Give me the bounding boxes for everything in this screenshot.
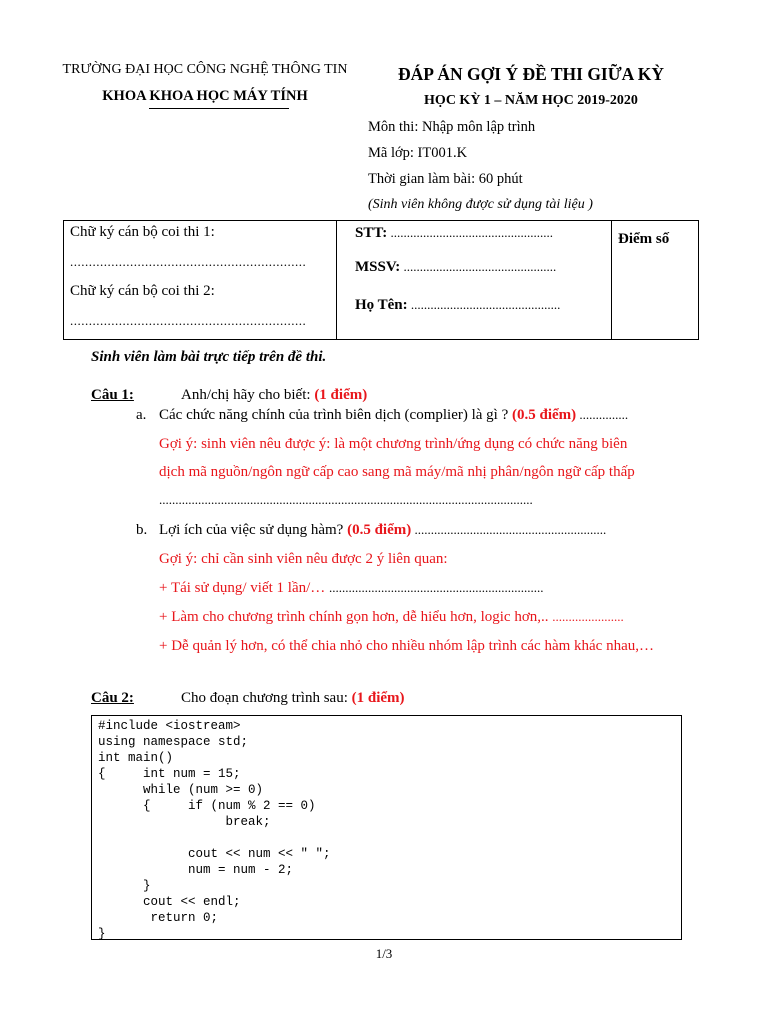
q1-prompt: Anh/chị hãy cho biết:	[181, 387, 315, 403]
faculty-name: KHOA KHOA HỌC MÁY TÍNH	[102, 88, 308, 104]
q1a-hint-line2: dịch mã nguồn/ngôn ngữ cấp cao sang mã máy/mã nhị phân/ngôn ngữ cấp thấp	[159, 464, 635, 480]
class-code-label: Mã lớp: IT001.K	[368, 145, 468, 161]
q1a-question: Các chức năng chính của trình biên dịch (complier) là gì ?	[159, 407, 512, 423]
stt-label: STT:	[355, 225, 388, 241]
score-label: Điểm số	[618, 231, 670, 247]
q1b-hint-line4: + Dễ quản lý hơn, có thể chia nhỏ cho nhiều nhóm lập trình các hàm khác nhau,…	[159, 638, 654, 654]
mssv-label: MSSV:	[355, 259, 401, 275]
q2-prompt: Cho đoạn chương trình sau:	[181, 690, 352, 706]
code-listing: #include <iostream> using namespace std; int main() { int num = 15; while (num >= 0) { if (num % 2 == 0) break; cout << num << " "; num = num - 2; } cout << endl; return 0; }	[91, 715, 682, 940]
q1b-answer-dots: ...........................................................	[411, 522, 607, 537]
q1b-hint-line3: + Làm cho chương trình chính gọn hơn, dễ hiểu hơn, logic hơn,..	[159, 609, 553, 625]
stt-field[interactable]: ..................................................	[387, 225, 553, 240]
proctor2-signature-line[interactable]: ...............................................................	[70, 313, 307, 328]
duration-label: Thời gian làm bài: 60 phút	[368, 171, 523, 187]
score-cell[interactable]	[612, 221, 699, 340]
q1a-answer-dots: ...............	[576, 407, 629, 422]
q1-label: Câu 1:	[91, 387, 134, 403]
document-title: ĐÁP ÁN GỢI Ý ĐỀ THI GIỮA KỲ	[398, 64, 664, 84]
signature-table	[63, 220, 699, 340]
q1a-marker: a.	[136, 407, 147, 423]
q1b-hint-line1: Gợi ý: chỉ cần sinh viên nêu được 2 ý liên quan:	[159, 551, 448, 567]
faculty-underline	[149, 108, 289, 109]
university-name: TRƯỜNG ĐẠI HỌC CÔNG NGHỆ THÔNG TIN	[62, 62, 348, 77]
q2-label: Câu 2:	[91, 690, 134, 706]
subject-label: Môn thi: Nhập môn lập trình	[368, 119, 536, 135]
q1a-points: (0.5 điểm)	[512, 407, 577, 423]
proctor2-label: Chữ ký cán bộ coi thi 2:	[70, 283, 215, 299]
instruction-text: Sinh viên làm bài trực tiếp trên đề thi.	[91, 349, 327, 365]
q1-points: (1 điểm)	[314, 387, 368, 403]
name-field[interactable]: ..............................................	[407, 297, 561, 312]
q1b-question: Lợi ích của việc sử dụng hàm?	[159, 522, 348, 538]
name-label: Họ Tên:	[355, 297, 408, 313]
materials-note: (Sinh viên không được sử dụng tài liệu )	[368, 197, 593, 212]
q1b-hint-line2-dots: ..................................................................	[329, 580, 544, 595]
proctor1-signature-line[interactable]: ...............................................................	[70, 254, 307, 269]
mssv-field[interactable]: ...............................................	[400, 259, 557, 274]
q1a-hint-line1: Gợi ý: sinh viên nêu được ý: là một chương trình/ứng dụng có chức năng biên	[159, 436, 628, 452]
proctor-cell	[64, 221, 337, 340]
proctor1-label: Chữ ký cán bộ coi thi 1:	[70, 224, 215, 240]
q1b-hint-line2: + Tái sử dụng/ viết 1 lần/…	[159, 580, 330, 596]
q1b-points: (0.5 điểm)	[347, 522, 412, 538]
q1b-marker: b.	[136, 522, 148, 538]
q1a-answer-line: ...................................................................................................................	[159, 492, 533, 507]
q1b-hint-line3-dots: ......................	[552, 609, 624, 624]
page-number: 1/3	[375, 946, 393, 961]
student-info-cell	[337, 221, 612, 340]
term-label: HỌC KỲ 1 – NĂM HỌC 2019-2020	[424, 93, 638, 108]
q2-points: (1 điểm)	[351, 690, 405, 706]
